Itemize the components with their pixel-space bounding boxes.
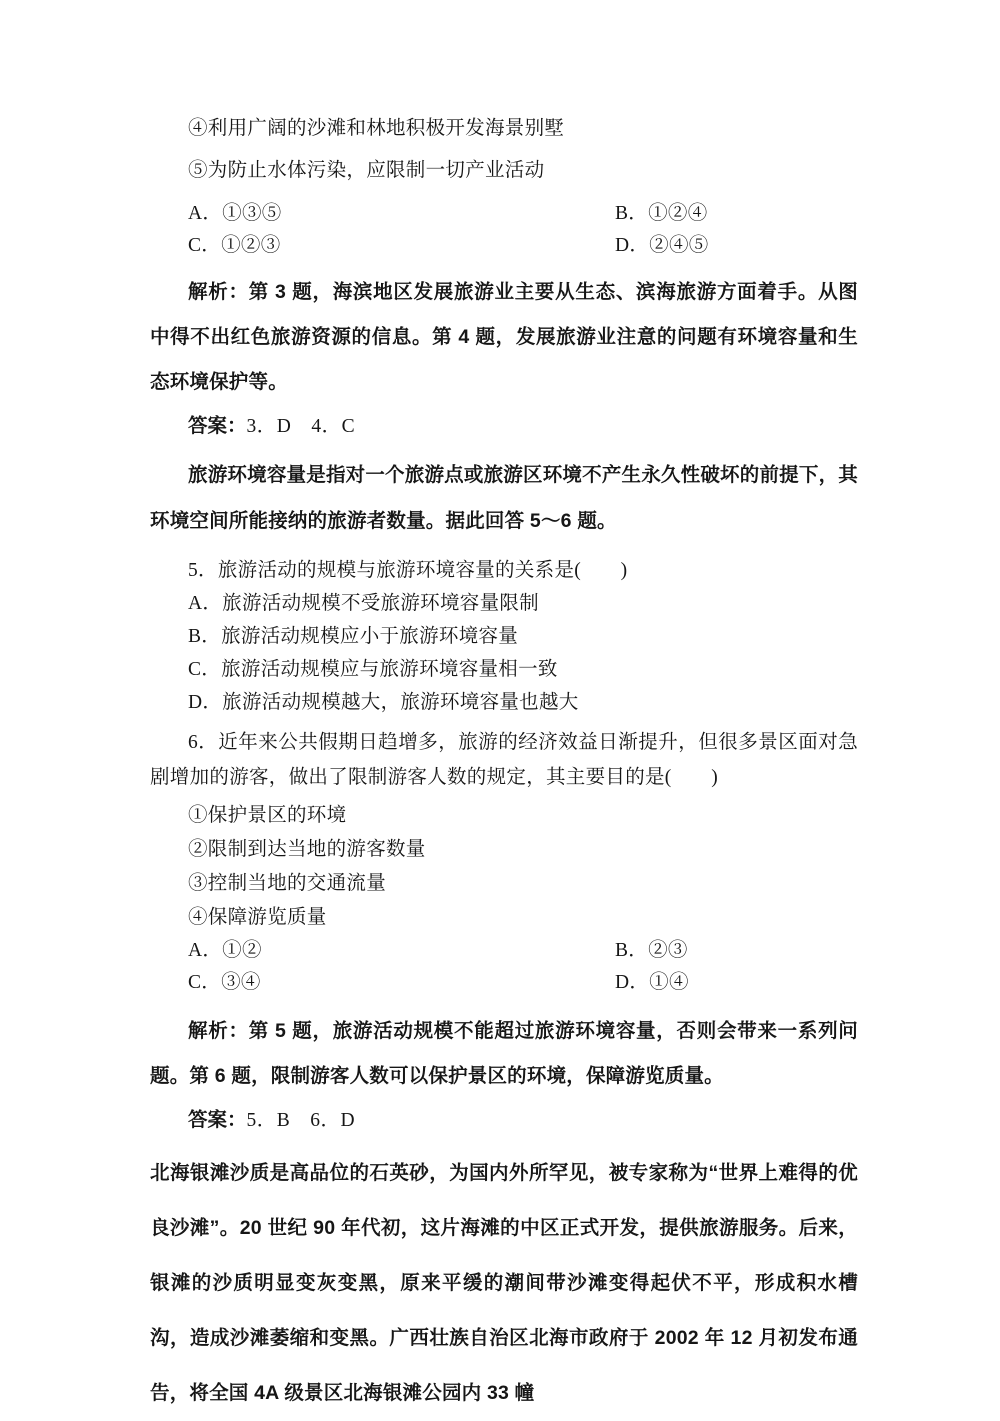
q6-option-c: C．③④ [188, 972, 261, 993]
q6-statements [150, 799, 858, 935]
q34-analysis-label: 解析： [188, 281, 249, 303]
q34-answer-value: 3．D 4．C [246, 416, 356, 437]
q34-option-c: C．①②③ [188, 235, 281, 256]
q34-answer-label: 答案： [188, 415, 247, 437]
q56-answer-value: 5．B 6．D [246, 1110, 356, 1131]
q34-analysis [150, 270, 858, 405]
material-beihai: 北海银滩沙质是高品位的石英砂，为国内外所罕见，被专家称为“世界上难得的优良沙滩”。20 世纪 90 年代初，这片海滩的中区正式开发，提供旅游服务。后来，银滩的沙质明显变灰变黑，原来平缓的潮间带沙滩变得起伏不平，形成积水槽沟，造成沙滩萎缩和变黑。广西壮族自治区北海市政府于 2002 年 12 月初发布通告，将全国 4A 级景区北海银滩公园内 33 幢 [150, 1162, 858, 1404]
q6-statement-2: ②限制到达当地的游客数量 [188, 839, 426, 860]
q34-answer [150, 409, 858, 444]
q34-options [150, 198, 858, 262]
q56-analysis-text: 第 5 题，旅游活动规模不能超过旅游环境容量，否则会带来一系列问题。第 6 题，限制游客人数可以保护景区的环境，保障游览质量。 [150, 1020, 858, 1087]
q56-analysis-label: 解析： [188, 1020, 249, 1042]
q34-statement-5: ⑤为防止水体污染，应限制一切产业活动 [188, 160, 545, 181]
q5-option-d: D．旅游活动规模越大，旅游环境容量也越大 [188, 692, 579, 713]
q6-option-d: D．①④ [615, 972, 689, 993]
q34-option-b: B．①②④ [615, 203, 708, 224]
q34-option-a: A．①③⑤ [188, 203, 282, 224]
q6-statement-4: ④保障游览质量 [188, 907, 327, 928]
q6-option-a: A．①② [188, 940, 262, 961]
q56-answer [150, 1103, 858, 1138]
q34-statements [150, 108, 858, 192]
q6-stem: 6．近年来公共假期日趋增多，旅游的经济效益日渐提升，但很多景区面对急剧增加的游客，做出了限制游客人数的规定，其主要目的是( ) [150, 732, 858, 788]
material-5-6: 旅游环境容量是指对一个旅游点或旅游区环境不产生永久性破坏的前提下，其环境空间所能接纳的旅游者数量。据此回答 5～6 题。 [150, 464, 858, 532]
q56-answer-label: 答案： [188, 1109, 247, 1131]
q6-options [150, 935, 858, 999]
q5-stem: 5．旅游活动的规模与旅游环境容量的关系是( ) [188, 560, 628, 581]
q6-option-b: B．②③ [615, 940, 688, 961]
q34-option-d: D．②④⑤ [615, 235, 709, 256]
q6-statement-1: ①保护景区的环境 [188, 805, 347, 826]
q5-options [150, 587, 858, 719]
q34-analysis-text: 第 3 题，海滨地区发展旅游业主要从生态、滨海旅游方面着手。从图中得不出红色旅游资源的信息。第 4 题，发展旅游业注意的问题有环境容量和生态环境保护等。 [150, 281, 858, 393]
q5-option-a: A．旅游活动规模不受旅游环境容量限制 [188, 593, 539, 614]
q56-analysis [150, 1009, 858, 1099]
q5-option-c: C．旅游活动规模应与旅游环境容量相一致 [188, 659, 558, 680]
q6-statement-3: ③控制当地的交通流量 [188, 873, 387, 894]
exam-page [150, 108, 858, 1421]
q5-option-b: B．旅游活动规模应小于旅游环境容量 [188, 626, 519, 647]
q34-statement-4: ④利用广阔的沙滩和林地积极开发海景别墅 [188, 118, 565, 139]
